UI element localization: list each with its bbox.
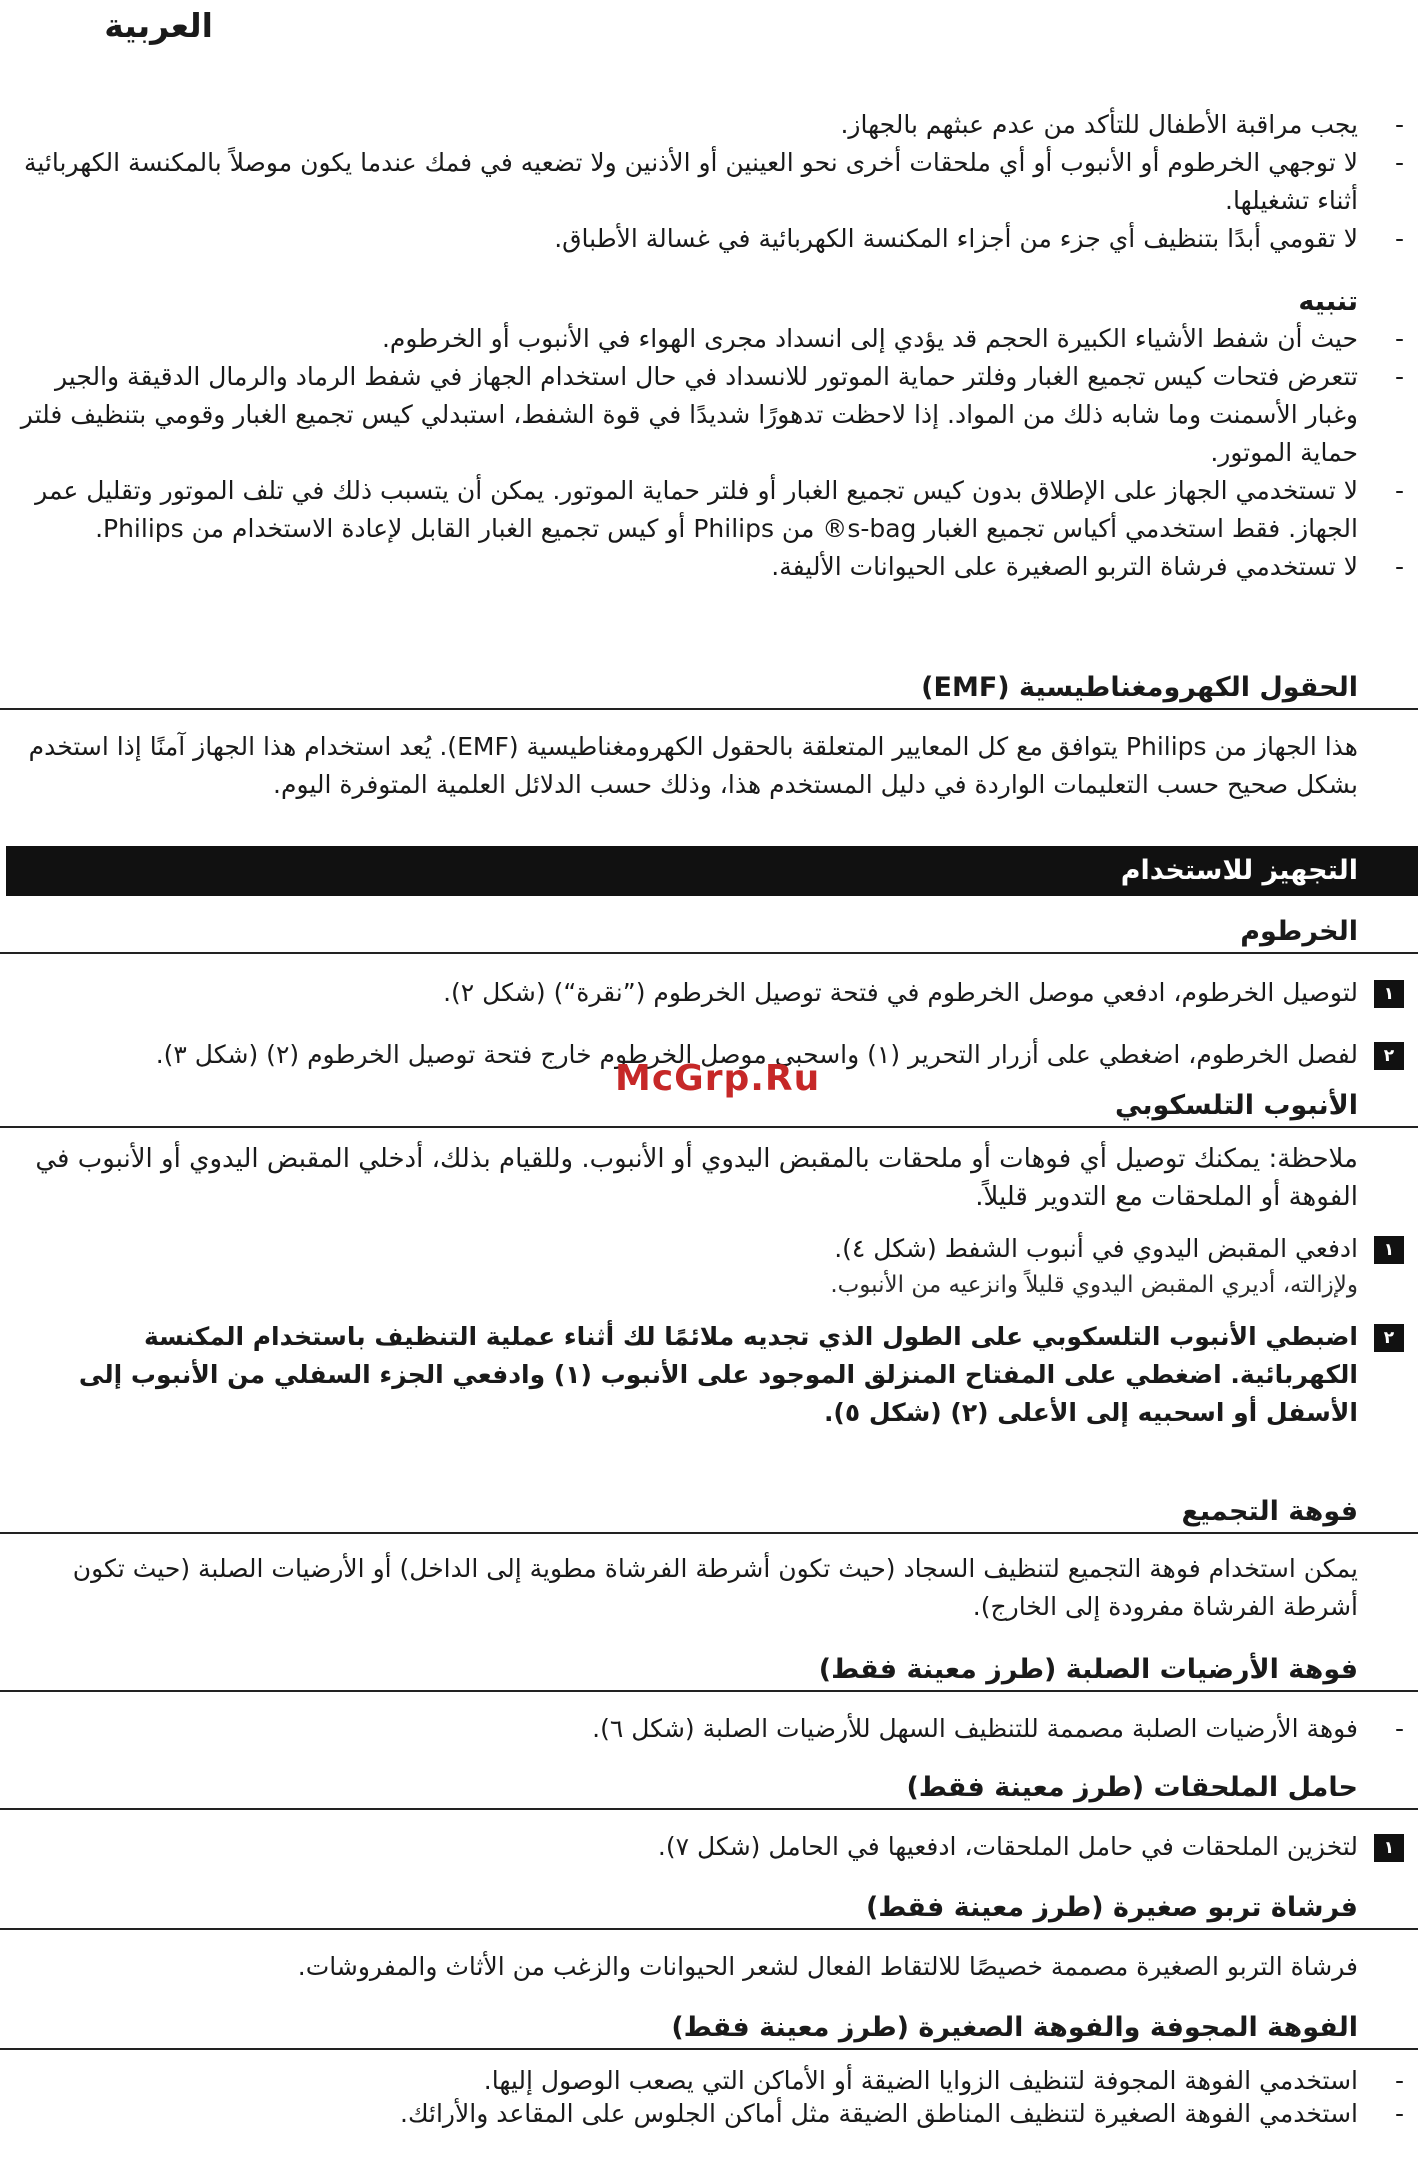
watermark: McGrp.Ru [615, 1058, 821, 1099]
list-item: - لا توجهي الخرطوم أو الأنبوب أو أي ملحقات أخرى نحو العينين أو الأذنين ولا تضعيه في فمك عندما يكون موصلاً بالمكنسة الكهربائية أثناء تشغيلها. [0, 144, 1418, 220]
holder-step-1 [0, 1828, 1418, 1866]
tube-section [0, 1086, 1418, 1432]
crevice-list [0, 2064, 1418, 2130]
hose-title: الخرطوم [0, 912, 1418, 954]
list-item: - لا تستخدمي الجهاز على الإطلاق بدون كيس تجميع الغبار أو فلتر حماية الموتور. يمكن أن يتسبب ذلك في تلف الموتور وتقليل عمر الجهاز. فقط استخدمي أكياس تجميع الغبار s-bag® من Philips أو كيس تجميع الغبار القابل لإعادة الاستخدام من Philips. [0, 472, 1418, 548]
list-item: - استخدمي الفوهة المجوفة لتنظيف الزوايا الضيقة أو الأماكن التي يصعب الوصول إليها. [0, 2064, 1418, 2097]
caution-list [0, 320, 1418, 586]
list-item: - لا تقومي أبدًا بتنظيف أي جزء من أجزاء المكنسة الكهربائية في غسالة الأطباق. [0, 220, 1418, 258]
emf-title: الحقول الكهرومغناطيسية (EMF) [0, 668, 1418, 710]
tube-step-1-sub: ولإزالته، أديري المقبض اليدوي قليلاً وانزعيه من الأنبوب. [830, 1272, 1358, 1298]
section-bar-title: التجهيز للاستخدام [6, 846, 1418, 896]
turbo-title: فرشاة تربو صغيرة (طرز معينة فقط) [0, 1888, 1418, 1930]
list-item: - استخدمي الفوهة الصغيرة لتنظيف المناطق الضيقة مثل أماكن الجلوس على المقاعد والأرائك. [0, 2097, 1418, 2130]
tube-note: ملاحظة: يمكنك توصيل أي فوهات أو ملحقات بالمقبض اليدوي أو الأنبوب. وللقيام بذلك، أدخلي المقبض اليدوي أو الأنبوب في الفوهة أو الملحقات مع التدوير قليلاً. [35, 1144, 1358, 1212]
step-number: ١ [1374, 1834, 1404, 1862]
language-title: العربية [104, 6, 213, 45]
step-text: لتوصيل الخرطوم، ادفعي موصل الخرطوم في فتحة توصيل الخرطوم (”نقرة“) (شكل ٢). [443, 978, 1358, 1007]
combi-nozzle-section [0, 1492, 1418, 1626]
tube-step-1 [0, 1230, 1418, 1268]
emf-text: هذا الجهاز من Philips يتوافق مع كل المعايير المتعلقة بالحقول الكهرومغناطيسية (EMF). يُعد استخدام هذا الجهاز آمنًا إذا استخدم بشكل صحيح حسب التعليمات الواردة في دليل المستخدم هذا، وذلك حسب الدلائل العلمية المتوفرة اليوم. [28, 732, 1358, 799]
step-text: اضبطي الأنبوب التلسكوبي على الطول الذي تجديه ملائمًا لك أثناء عملية التنظيف باستخدام المكنسة الكهربائية. اضغطي على المفتاح المنزلق الموجود على الأنبوب (١) وادفعي الجزء السفلي من الأنبوب إلى الأسفل أو اسحبيه إلى الأعلى (٢) (شكل ٥). [78, 1322, 1358, 1427]
caution-section [0, 284, 1418, 586]
list-item: - فوهة الأرضيات الصلبة مصممة للتنظيف السهل للأرضيات الصلبة (شكل ٦). [0, 1710, 1418, 1748]
warnings-list [0, 106, 1418, 258]
crevice-section [0, 2008, 1418, 2130]
step-text: لفصل الخرطوم، اضغطي على أزرار التحرير (١) واسحبي موصل الخرطوم خارج فتحة توصيل الخرطوم (٢) (شكل ٣). [155, 1040, 1358, 1069]
tube-step-2 [0, 1318, 1418, 1432]
step-text: لتخزين الملحقات في حامل الملحقات، ادفعيها في الحامل (شكل ٧). [657, 1832, 1358, 1861]
combi-nozzle-title: فوهة التجميع [0, 1492, 1418, 1534]
turbo-section [0, 1888, 1418, 1986]
list-item: - تتعرض فتحات كيس تجميع الغبار وفلتر حماية الموتور للانسداد في حال استخدام الجهاز في شفط الرماد والرمال الدقيقة والجير وغبار الأسمنت وما شابه ذلك من المواد. إذا لاحظت تدهورًا شديدًا في قوة الشفط، استبدلي كيس تجميع الغبار وقومي بتنظيف فلتر حماية الموتور. [0, 358, 1418, 472]
list-item: - يجب مراقبة الأطفال للتأكد من عدم عبثهم بالجهاز. [0, 106, 1418, 144]
hose-section [0, 912, 1418, 1074]
hard-floor-list [0, 1710, 1418, 1748]
combi-nozzle-text: يمكن استخدام فوهة التجميع لتنظيف السجاد (حيث تكون أشرطة الفرشاة مطوية إلى الداخل) أو الأرضيات الصلبة (حيث تكون أشرطة الفرشاة مفرودة إلى الخارج). [72, 1554, 1358, 1621]
holder-title: حامل الملحقات (طرز معينة فقط) [0, 1768, 1418, 1810]
step-number: ٢ [1374, 1042, 1404, 1070]
hose-step-1 [0, 974, 1418, 1012]
step-number: ٢ [1374, 1324, 1404, 1352]
step-number: ١ [1374, 1236, 1404, 1264]
step-text: ادفعي المقبض اليدوي في أنبوب الشفط (شكل ٤). [834, 1234, 1358, 1263]
preparing-section [0, 846, 1418, 896]
hard-floor-title: فوهة الأرضيات الصلبة (طرز معينة فقط) [0, 1650, 1418, 1692]
warnings-section [0, 106, 1418, 258]
holder-section [0, 1768, 1418, 1866]
tube-title: الأنبوب التلسكوبي [0, 1086, 1418, 1128]
crevice-title: الفوهة المجوفة والفوهة الصغيرة (طرز معينة فقط) [0, 2008, 1418, 2050]
emf-section [0, 668, 1418, 804]
turbo-text: فرشاة التربو الصغيرة مصممة خصيصًا للالتقاط الفعال لشعر الحيوانات والزغب من الأثاث والمفروشات. [297, 1952, 1358, 1981]
list-item: - لا تستخدمي فرشاة التربو الصغيرة على الحيوانات الأليفة. [0, 548, 1418, 586]
caution-title: تنبيه [1298, 286, 1358, 317]
step-number: ١ [1374, 980, 1404, 1008]
list-item: - حيث أن شفط الأشياء الكبيرة الحجم قد يؤدي إلى انسداد مجرى الهواء في الأنبوب أو الخرطوم. [0, 320, 1418, 358]
hard-floor-section [0, 1650, 1418, 1748]
